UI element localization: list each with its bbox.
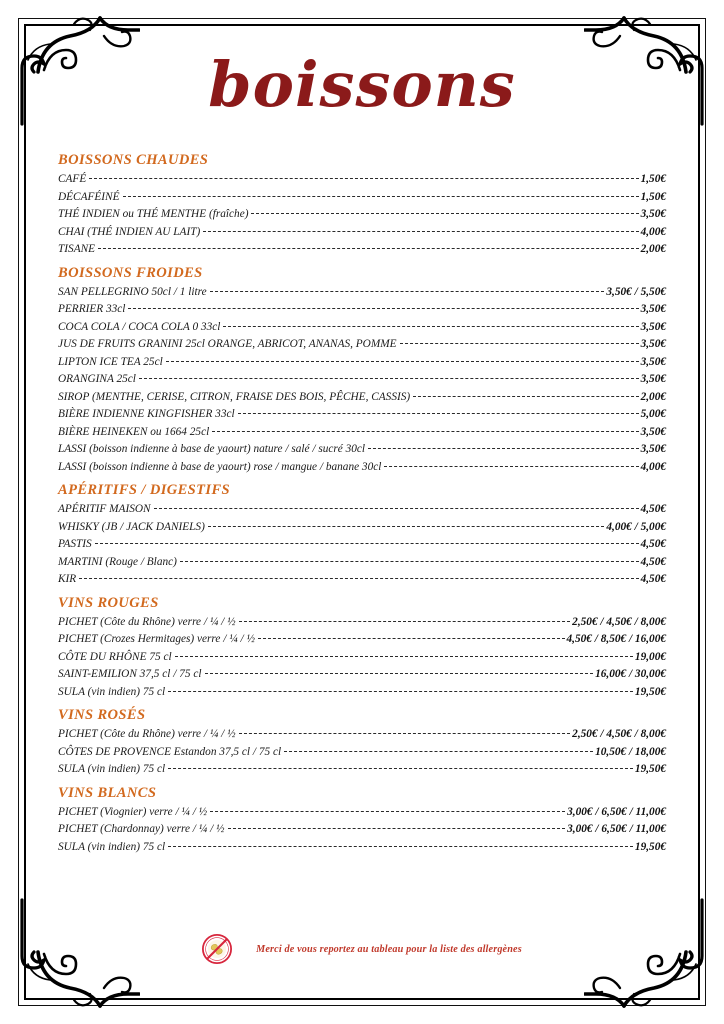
menu-item-row — [58, 224, 666, 242]
menu-item-name: BIÈRE INDIENNE KINGFISHER 33cl — [58, 408, 235, 420]
dotted-leader — [128, 307, 638, 309]
menu-item-price: 19,50€ — [634, 685, 666, 698]
menu-item-row — [58, 821, 666, 839]
menu-item-price: 5,00€ — [640, 408, 666, 420]
menu-section-boissons-froides — [58, 265, 666, 477]
menu-item-name: BIÈRE HEINEKEN ou 1664 25cl — [58, 425, 210, 438]
menu-section-vins-blancs — [58, 785, 666, 857]
menu-item-price: 2,50€ / 4,50€ / 8,00€ — [572, 615, 666, 628]
menu-item-name: PICHET (Chardonnay) verre / ¼ / ½ — [58, 823, 225, 835]
menu-item-name: PICHET (Viognier) verre / ¼ / ½ — [58, 805, 208, 818]
menu-item-name: PICHET (Côte du Rhône) verre / ¼ / ½ — [58, 615, 236, 628]
menu-item-name: PASTIS — [58, 538, 92, 550]
menu-item-name: SULA (vin indien) 75 cl — [58, 685, 166, 698]
menu-item-row — [58, 371, 666, 389]
dotted-leader — [166, 360, 639, 362]
menu-item-name: LASSI (boisson indienne à base de yaourt) nature / salé / sucré 30cl — [58, 443, 366, 455]
menu-item-row — [58, 336, 666, 354]
menu-item-name: PICHET (Crozes Hermitages) verre / ¼ / ½ — [58, 633, 255, 645]
dotted-leader — [239, 620, 571, 622]
dotted-leader — [212, 430, 638, 432]
dotted-leader — [168, 690, 633, 692]
menu-sections — [58, 152, 666, 862]
menu-item-row — [58, 206, 666, 224]
menu-item-name: SULA (vin indien) 75 cl — [58, 763, 166, 775]
dotted-leader — [168, 845, 633, 847]
menu-item-price: 4,50€ — [640, 538, 666, 550]
menu-item-price: 3,50€ — [640, 208, 666, 220]
menu-item-price: 1,50€ — [640, 190, 666, 203]
menu-item-price: 3,00€ / 6,50€ / 11,00€ — [567, 823, 666, 835]
menu-item-row — [58, 284, 666, 302]
menu-item-name: LIPTON ICE TEA 25cl — [58, 355, 163, 368]
menu-item-price: 4,50€ — [640, 503, 666, 515]
menu-item-name: MARTINI (Rouge / Blanc) — [58, 555, 177, 568]
menu-section-vins-rouges — [58, 595, 666, 702]
menu-item-row — [58, 571, 666, 589]
dotted-leader — [208, 525, 605, 527]
dotted-leader — [210, 290, 605, 292]
dotted-leader — [413, 395, 638, 397]
menu-item-price: 4,00€ — [640, 460, 666, 473]
dotted-leader — [258, 637, 565, 639]
dotted-leader — [384, 465, 638, 467]
menu-item-row — [58, 649, 666, 667]
menu-item-name: CAFÉ — [58, 173, 87, 185]
menu-item-row — [58, 406, 666, 424]
menu-item-name: CÔTES DE PROVENCE Estandon 37,5 cl / 75 cl — [58, 745, 282, 758]
menu-item-price: 3,50€ — [640, 338, 666, 350]
section-title: VINS ROUGES — [58, 594, 159, 611]
section-title: VINS ROSÉS — [58, 707, 146, 723]
menu-item-price: 4,00€ / 5,00€ — [606, 520, 666, 533]
menu-item-row — [58, 501, 666, 519]
menu-item-name: DÉCAFÉINÉ — [58, 190, 120, 203]
menu-item-price: 19,50€ — [634, 840, 666, 853]
dotted-leader — [238, 412, 639, 414]
menu-item-row — [58, 319, 666, 337]
menu-item-name: SAINT-EMILION 37,5 cl / 75 cl — [58, 668, 202, 680]
menu-item-price: 1,50€ — [640, 173, 666, 185]
dotted-leader — [251, 212, 638, 214]
menu-section-aperitifs-digestifs — [58, 482, 666, 589]
menu-item-name: TISANE — [58, 243, 96, 255]
menu-item-price: 2,00€ — [640, 390, 666, 403]
menu-item-price: 4,00€ — [640, 225, 666, 238]
menu-item-name: LASSI (boisson indienne à base de yaourt) rose / mangue / banane 30cl — [58, 460, 382, 473]
menu-item-price: 16,00€ / 30,00€ — [595, 668, 666, 680]
menu-item-price: 2,00€ — [640, 243, 666, 255]
menu-section-vins-roses — [58, 707, 666, 779]
menu-item-row — [58, 761, 666, 779]
menu-item-name: WHISKY (JB / JACK DANIELS) — [58, 520, 205, 533]
dotted-leader — [400, 342, 639, 344]
menu-item-row — [58, 519, 666, 537]
menu-item-name: COCA COLA / COCA COLA 0 33cl — [58, 320, 221, 333]
menu-item-row — [58, 536, 666, 554]
menu-item-row — [58, 614, 666, 632]
menu-item-price: 3,00€ / 6,50€ / 11,00€ — [567, 805, 666, 818]
menu-item-row — [58, 241, 666, 259]
menu-item-price: 2,50€ / 4,50€ / 8,00€ — [572, 728, 666, 740]
menu-item-name: PERRIER 33cl — [58, 303, 126, 315]
menu-item-price: 3,50€ — [640, 443, 666, 455]
allergen-note-text: Merci de vous reportez au tableau pour la liste des allergènes — [256, 943, 522, 955]
section-title: BOISSONS FROIDES — [58, 264, 203, 281]
dotted-leader — [154, 507, 639, 509]
menu-item-price: 3,50€ / 5,50€ — [606, 285, 666, 298]
dotted-leader — [228, 827, 566, 829]
section-title: BOISSONS CHAUDES — [58, 152, 209, 168]
dotted-leader — [98, 247, 639, 249]
menu-item-row — [58, 301, 666, 319]
menu-item-price: 3,50€ — [640, 373, 666, 385]
footer-allergen-note — [0, 934, 724, 964]
menu-item-price: 10,50€ / 18,00€ — [595, 745, 666, 758]
menu-item-row — [58, 171, 666, 189]
menu-item-price: 3,50€ — [640, 303, 666, 315]
menu-item-price: 3,50€ — [640, 355, 666, 368]
menu-item-row — [58, 389, 666, 407]
menu-item-name: SIROP (MENTHE, CERISE, CITRON, FRAISE DES BOIS, PÊCHE, CASSIS) — [58, 390, 411, 403]
dotted-leader — [180, 560, 639, 562]
dotted-leader — [203, 230, 638, 232]
menu-item-row — [58, 666, 666, 684]
menu-item-row — [58, 631, 666, 649]
dotted-leader — [139, 377, 639, 379]
page-title-wrap — [0, 48, 724, 121]
menu-item-name: ORANGINA 25cl — [58, 373, 136, 385]
menu-item-row — [58, 839, 666, 857]
dotted-leader — [95, 542, 639, 544]
menu-item-name: PICHET (Côte du Rhône) verre / ¼ / ½ — [58, 728, 236, 740]
menu-item-price: 3,50€ — [640, 425, 666, 438]
dotted-leader — [89, 177, 638, 179]
dotted-leader — [223, 325, 638, 327]
dotted-leader — [168, 767, 633, 769]
page-title: boissons — [208, 48, 516, 121]
dotted-leader — [368, 447, 639, 449]
menu-item-price: 19,00€ — [634, 650, 666, 663]
dotted-leader — [123, 195, 639, 197]
menu-item-row — [58, 554, 666, 572]
menu-item-name: THÉ INDIEN ou THÉ MENTHE (fraîche) — [58, 208, 249, 220]
menu-item-price: 19,50€ — [634, 763, 666, 775]
menu-item-name: JUS DE FRUITS GRANINI 25cl ORANGE, ABRICOT, ANANAS, POMME — [58, 338, 397, 350]
no-peanut-allergen-icon — [202, 934, 232, 964]
menu-item-name: SULA (vin indien) 75 cl — [58, 840, 166, 853]
section-title: VINS BLANCS — [58, 784, 157, 801]
menu-item-row — [58, 726, 666, 744]
menu-item-row — [58, 684, 666, 702]
dotted-leader — [175, 655, 633, 657]
menu-item-name: CÔTE DU RHÔNE 75 cl — [58, 650, 172, 663]
menu-item-price: 4,50€ — [640, 555, 666, 568]
menu-item-row — [58, 459, 666, 477]
dotted-leader — [205, 672, 594, 674]
menu-item-price: 4,50€ / 8,50€ / 16,00€ — [566, 633, 666, 645]
menu-item-price: 3,50€ — [640, 320, 666, 333]
dotted-leader — [284, 750, 593, 752]
menu-item-name: SAN PELLEGRINO 50cl / 1 litre — [58, 285, 207, 298]
menu-item-name: APÉRITIF MAISON — [58, 503, 151, 515]
menu-item-name: KIR — [58, 573, 77, 585]
menu-item-name: CHAI (THÉ INDIEN AU LAIT) — [58, 225, 201, 238]
dotted-leader — [210, 810, 565, 812]
menu-section-boissons-chaudes — [58, 152, 666, 259]
menu-item-row — [58, 424, 666, 442]
menu-item-row — [58, 189, 666, 207]
menu-item-price: 4,50€ — [640, 573, 666, 585]
dotted-leader — [79, 577, 638, 579]
menu-item-row — [58, 744, 666, 762]
menu-item-row — [58, 804, 666, 822]
menu-item-row — [58, 441, 666, 459]
menu-item-row — [58, 354, 666, 372]
dotted-leader — [239, 732, 571, 734]
section-title: APÉRITIFS / DIGESTIFS — [58, 482, 230, 498]
